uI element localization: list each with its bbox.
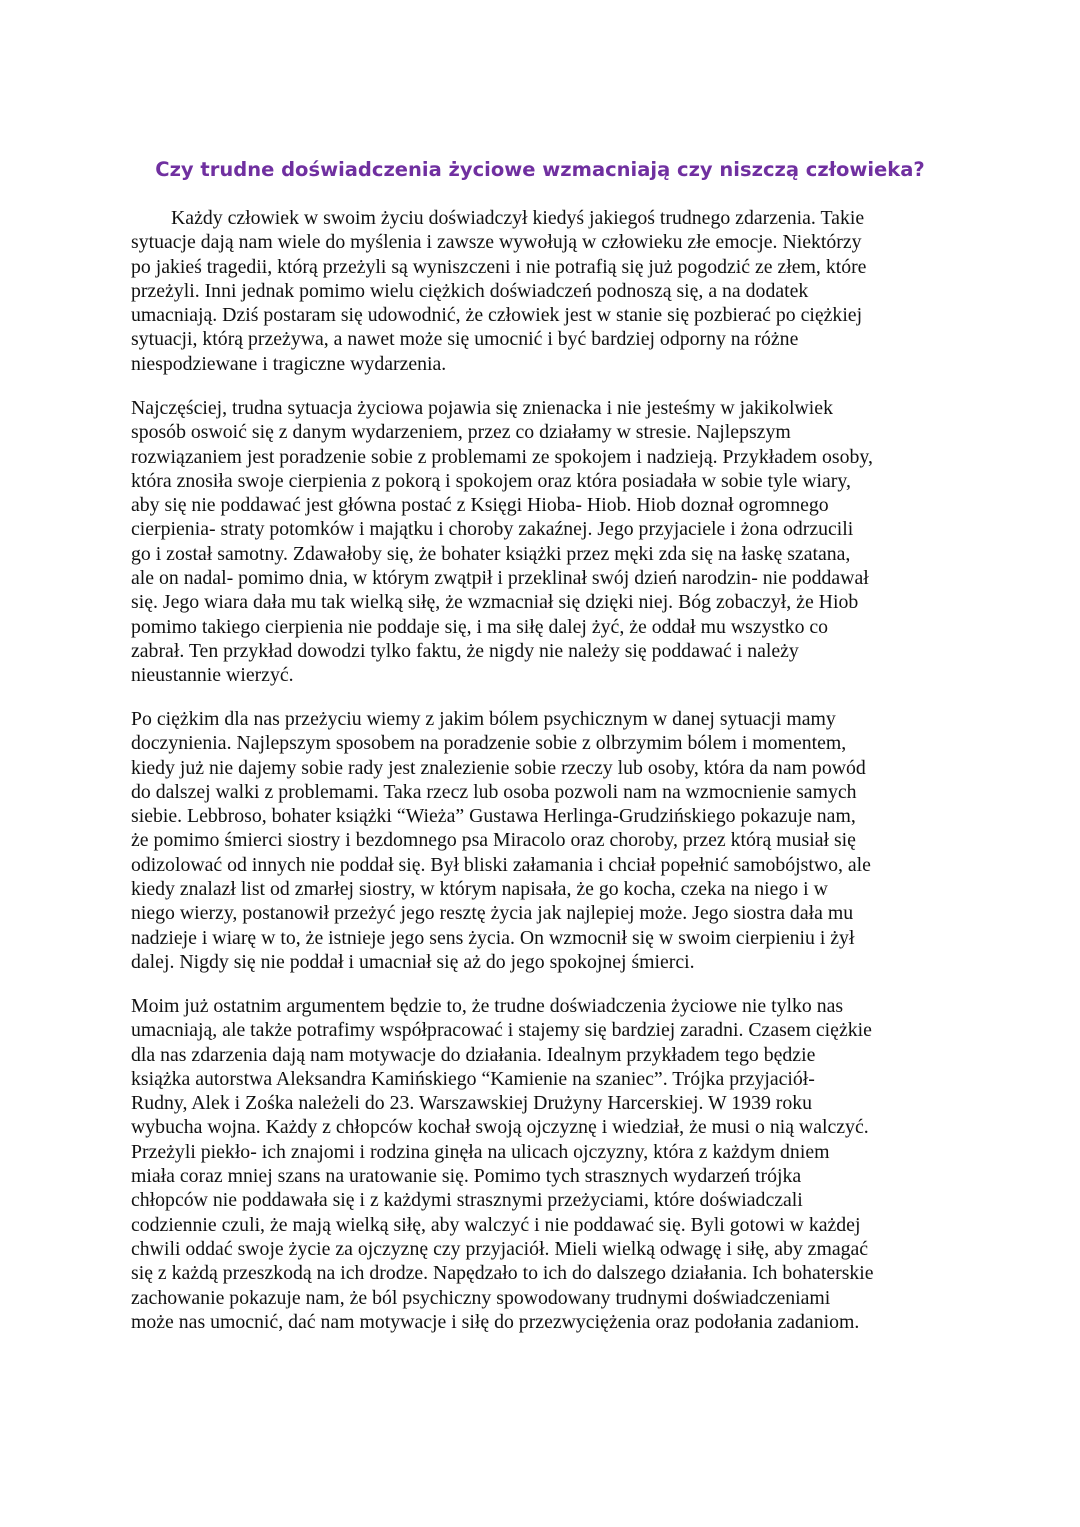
paragraph-introduction: Każdy człowiek w swoim życiu doświadczył kiedyś jakiegoś trudnego zdarzenia. Takie sytuacje dają nam wiele do myślenia i zawsze wywołują w człowieku złe emocje. Niektórzy po jakieś tragedii, którą przeżyli są wyniszczeni i nie potrafią się już pogodzić ze złem, które przeżyli. Inni jednak pomimo wielu ciężkich doświadczeń podnoszą się, a na dodatek umacniają. Dziś postaram się udowodnić, że człowiek jest w stanie się pozbierać po ciężkiej sytuacji, którą przeżywa, a nawet może się umocnić i być bardziej odporny na różne niespodziewane i tragiczne wydarzenia. (131, 207, 867, 375)
paragraph-hiob-argument: Najczęściej, trudna sytuacja życiowa pojawia się znienacka i nie jesteśmy w jakikolwiek sposób oswoić się z danym wydarzeniem, przez co działamy w stresie. Najlepszym rozwiązaniem jest poradzenie sobie z problemami ze spokojem i nadzieją. Przykładem osoby, która znosiła swoje cierpienia z pokorą i spokojem oraz która posiadała w sobie tyle wiary, aby się nie poddawać jest główna postać z Księgi Hioba- Hiob. Hiob doznał ogromnego cierpienia- straty potomków i majątku i choroby zakaźnej. Jego przyjaciele i żona odrzucili go i został samotny. Zdawałoby się, że bohater książki przez męki zda się na łaskę szatana, ale on nadal- pomimo dnia, w którym zwątpił i przeklinał swój dzień narodzin- nie poddawał się. Jego wiara dała mu tak wielką siłę, że wzmacniał się dzięki niej. Bóg zobaczył, że Hiob pomimo takiego cierpienia nie poddaje się, i ma siłę dalej żyć, że oddał mu wszystko co zabrał. Ten przykład dowodzi tylko faktu, że nigdy nie należy się poddawać i należy nieustannie wierzyć. (131, 397, 873, 687)
paragraph-kamienie-argument: Moim już ostatnim argumentem będzie to, że trudne doświadczenia życiowe nie tylko nas umacniają, ale także potrafimy współpracować i stajemy się bardziej zaradni. Czasem ciężkie dla nas zdarzenia dają nam motywacje do działania. Idealnym przykładem tego będzie książka autorstwa Aleksandra Kamińskiego “Kamienie na szaniec”. Trójka przyjaciół- Rudny, Alek i Zośka należeli do 23. Warszawskiej Drużyny Harcerskiej. W 1939 roku wybucha wojna. Każdy z chłopców kochał swoją ojczyznę i wiedział, że musi o nią walczyć. Przeżyli piekło- ich znajomi i rodzina ginęła na ulicach ojczyzny, która z każdym dniem miała coraz mniej szans na uratowanie się. Pomimo tych strasznych wydarzeń trójka chłopców nie poddawała się i z każdymi strasznymi przeżyciami, które doświadczali codziennie czuli, że mają wielką siłę, aby walczyć i nie poddawać się. Byli gotowi w każdej chwili oddać swoje życie za ojczyznę czy przyjaciół. Mieli wielką odwagę i siłę, aby zmagać się z każdą przeszkodą na ich drodze. Napędzało to ich do dalszego działania. Ich bohaterskie zachowanie pokazuje nam, że ból psychiczny spowodowany trudnymi doświadczeniami może nas umocnić, dać nam motywacje i siłę do przezwyciężenia oraz podołania zadaniom. (131, 995, 874, 1333)
document-title: Czy trudne doświadczenia życiowe wzmacniają czy niszczą człowieka? (155, 158, 925, 181)
paragraph-wieza-argument: Po ciężkim dla nas przeżyciu wiemy z jakim bólem psychicznym w danej sytuacji mamy doczynienia. Najlepszym sposobem na poradzenie sobie z olbrzymim bólem i momentem, kiedy już nie dajemy sobie rady jest znalezienie sobie rzeczy lub osoby, która da nam powód do dalszej walki z problemami. Taka rzecz lub osoba pozwoli nam na wzmocnienie samych siebie. Lebbroso, bohater książki “Wieża” Gustawa Herlinga-Grudzińskiego pokazuje nam, że pomimo śmierci siostry i bezdomnego psa Miracolo oraz choroby, przez którą musiał się odizolować od innych nie poddał się. Był bliski załamania i chciał popełnić samobójstwo, ale kiedy znalazł list od zmarłej siostry, w którym napisała, że go kocha, czeka na niego i w niego wierzy, postanowił przeżyć jego resztę życia jak najlepiej może. Jego siostra dała mu nadzieje i wiarę w to, że istnieje jego sens życia. On wzmocnił się w swoim cierpieniu i żył dalej. Nigdy się nie poddał i umacniał się aż do jego spokojnej śmierci. (131, 708, 871, 973)
